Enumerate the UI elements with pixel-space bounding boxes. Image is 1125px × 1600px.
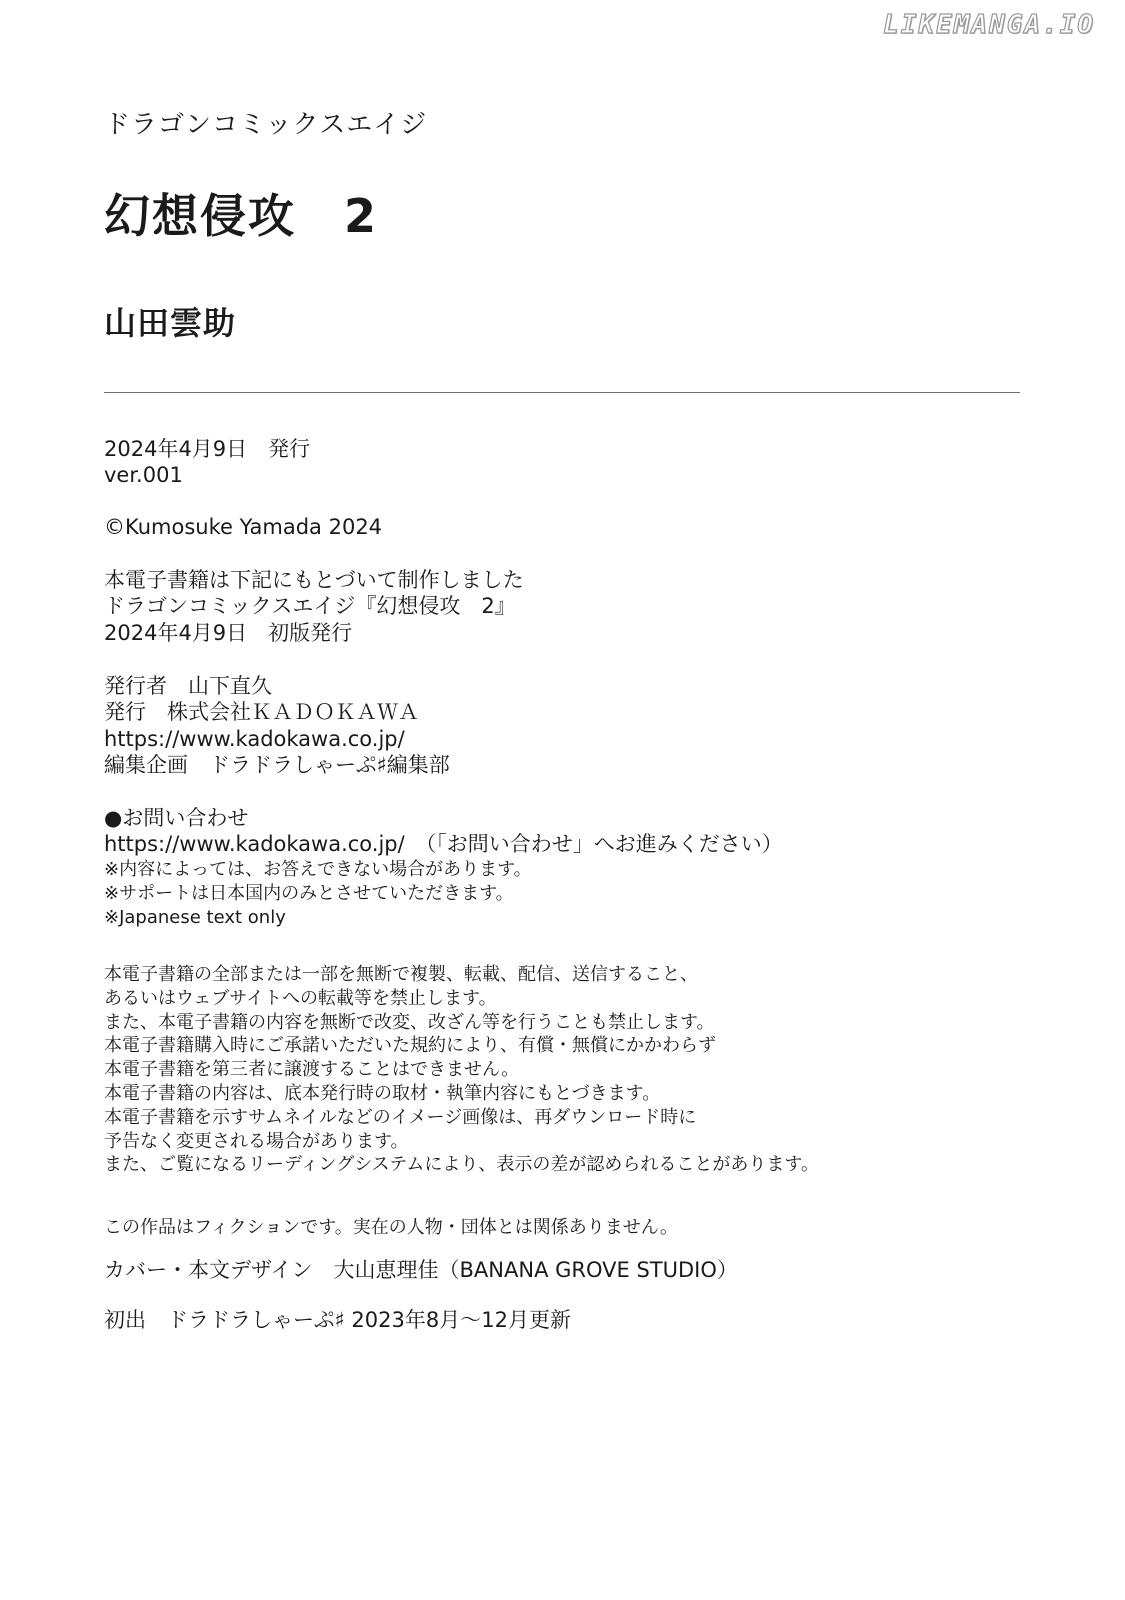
first-published: 初出 ドラドラしゃーぷ♯ 2023年8月～12月更新 <box>104 1308 571 1332</box>
design-credit-block <box>104 1257 738 1283</box>
author-name: 山田雲助 <box>104 304 237 342</box>
legal-block <box>104 963 819 1177</box>
editorial-dept: 編集企画 ドラドラしゃーぷ♯編集部 <box>104 752 450 777</box>
inquiry-note: ※サポートは日本国内のみとさせていただきます。 <box>104 882 514 904</box>
watermark: LIKEMANGA.IO <box>883 10 1095 40</box>
divider <box>104 392 1020 393</box>
publisher-company: 発行 株式会社ＫＡＤＯＫＡＷＡ <box>104 700 419 725</box>
legal-line: 本電子書籍の内容は、底本発行時の取材・執筆内容にもとづきます。 <box>104 1082 661 1104</box>
publisher-url-link[interactable]: https://www.kadokawa.co.jp/ <box>104 726 405 751</box>
fiction-notice-block <box>104 1216 678 1240</box>
inquiry-heading: ●お問い合わせ <box>104 806 249 830</box>
version: ver.001 <box>104 463 183 488</box>
legal-line: 本電子書籍購入時にご承諾いただいた規約により、有償・無償にかかわらず <box>104 1035 716 1057</box>
inquiry-note: ※Japanese text only <box>104 906 286 928</box>
publisher-block <box>104 673 450 778</box>
source-block <box>104 567 524 646</box>
source-line: 本電子書籍は下記にもとづいて制作しました <box>104 568 524 592</box>
publisher-person: 発行者 山下直久 <box>104 674 272 698</box>
copyright-block <box>104 514 382 540</box>
book-title: 幻想侵攻 2 <box>104 189 379 243</box>
legal-line: また、本電子書籍の内容を無断で改変、改ざん等を行うことも禁止します。 <box>104 1011 715 1033</box>
legal-line: また、ご覧になるリーディングシステムにより、表示の差が認められることがあります。 <box>104 1154 819 1176</box>
first-published-block <box>104 1307 571 1333</box>
legal-line: あるいはウェブサイトへの転載等を禁止します。 <box>104 987 497 1009</box>
publish-date: 2024年4月9日 発行 <box>104 437 311 461</box>
edition-block <box>104 436 310 489</box>
inquiry-note: ※内容によっては、お答えできない場合があります。 <box>104 858 532 880</box>
copyright: ©Kumosuke Yamada 2024 <box>104 515 383 539</box>
legal-line: 本電子書籍を示すサムネイルなどのイメージ画像は、再ダウンロード時に <box>104 1106 697 1128</box>
source-line: ドラゴンコミックスエイジ『幻想侵攻 2』 <box>104 594 516 619</box>
fiction-notice: この作品はフィクションです。実在の人物・団体とは関係ありません。 <box>104 1217 678 1238</box>
design-credit: カバー・本文デザイン 大山恵理佳（BANANA GROVE STUDIO） <box>104 1258 738 1282</box>
imprint-label: ドラゴンコミックスエイジ <box>104 110 428 140</box>
source-line: 2024年4月9日 初版発行 <box>104 620 353 645</box>
legal-line: 本電子書籍を第三者に譲渡することはできません。 <box>104 1059 520 1081</box>
inquiry-url-link[interactable]: https://www.kadokawa.co.jp/ （「お問い合わせ」へお進みください） <box>104 832 783 857</box>
inquiry-block <box>104 805 783 930</box>
legal-line: 本電子書籍の全部または一部を無断で複製、転載、配信、送信すること、 <box>104 964 698 985</box>
legal-line: 予告なく変更される場合があります。 <box>104 1130 409 1152</box>
